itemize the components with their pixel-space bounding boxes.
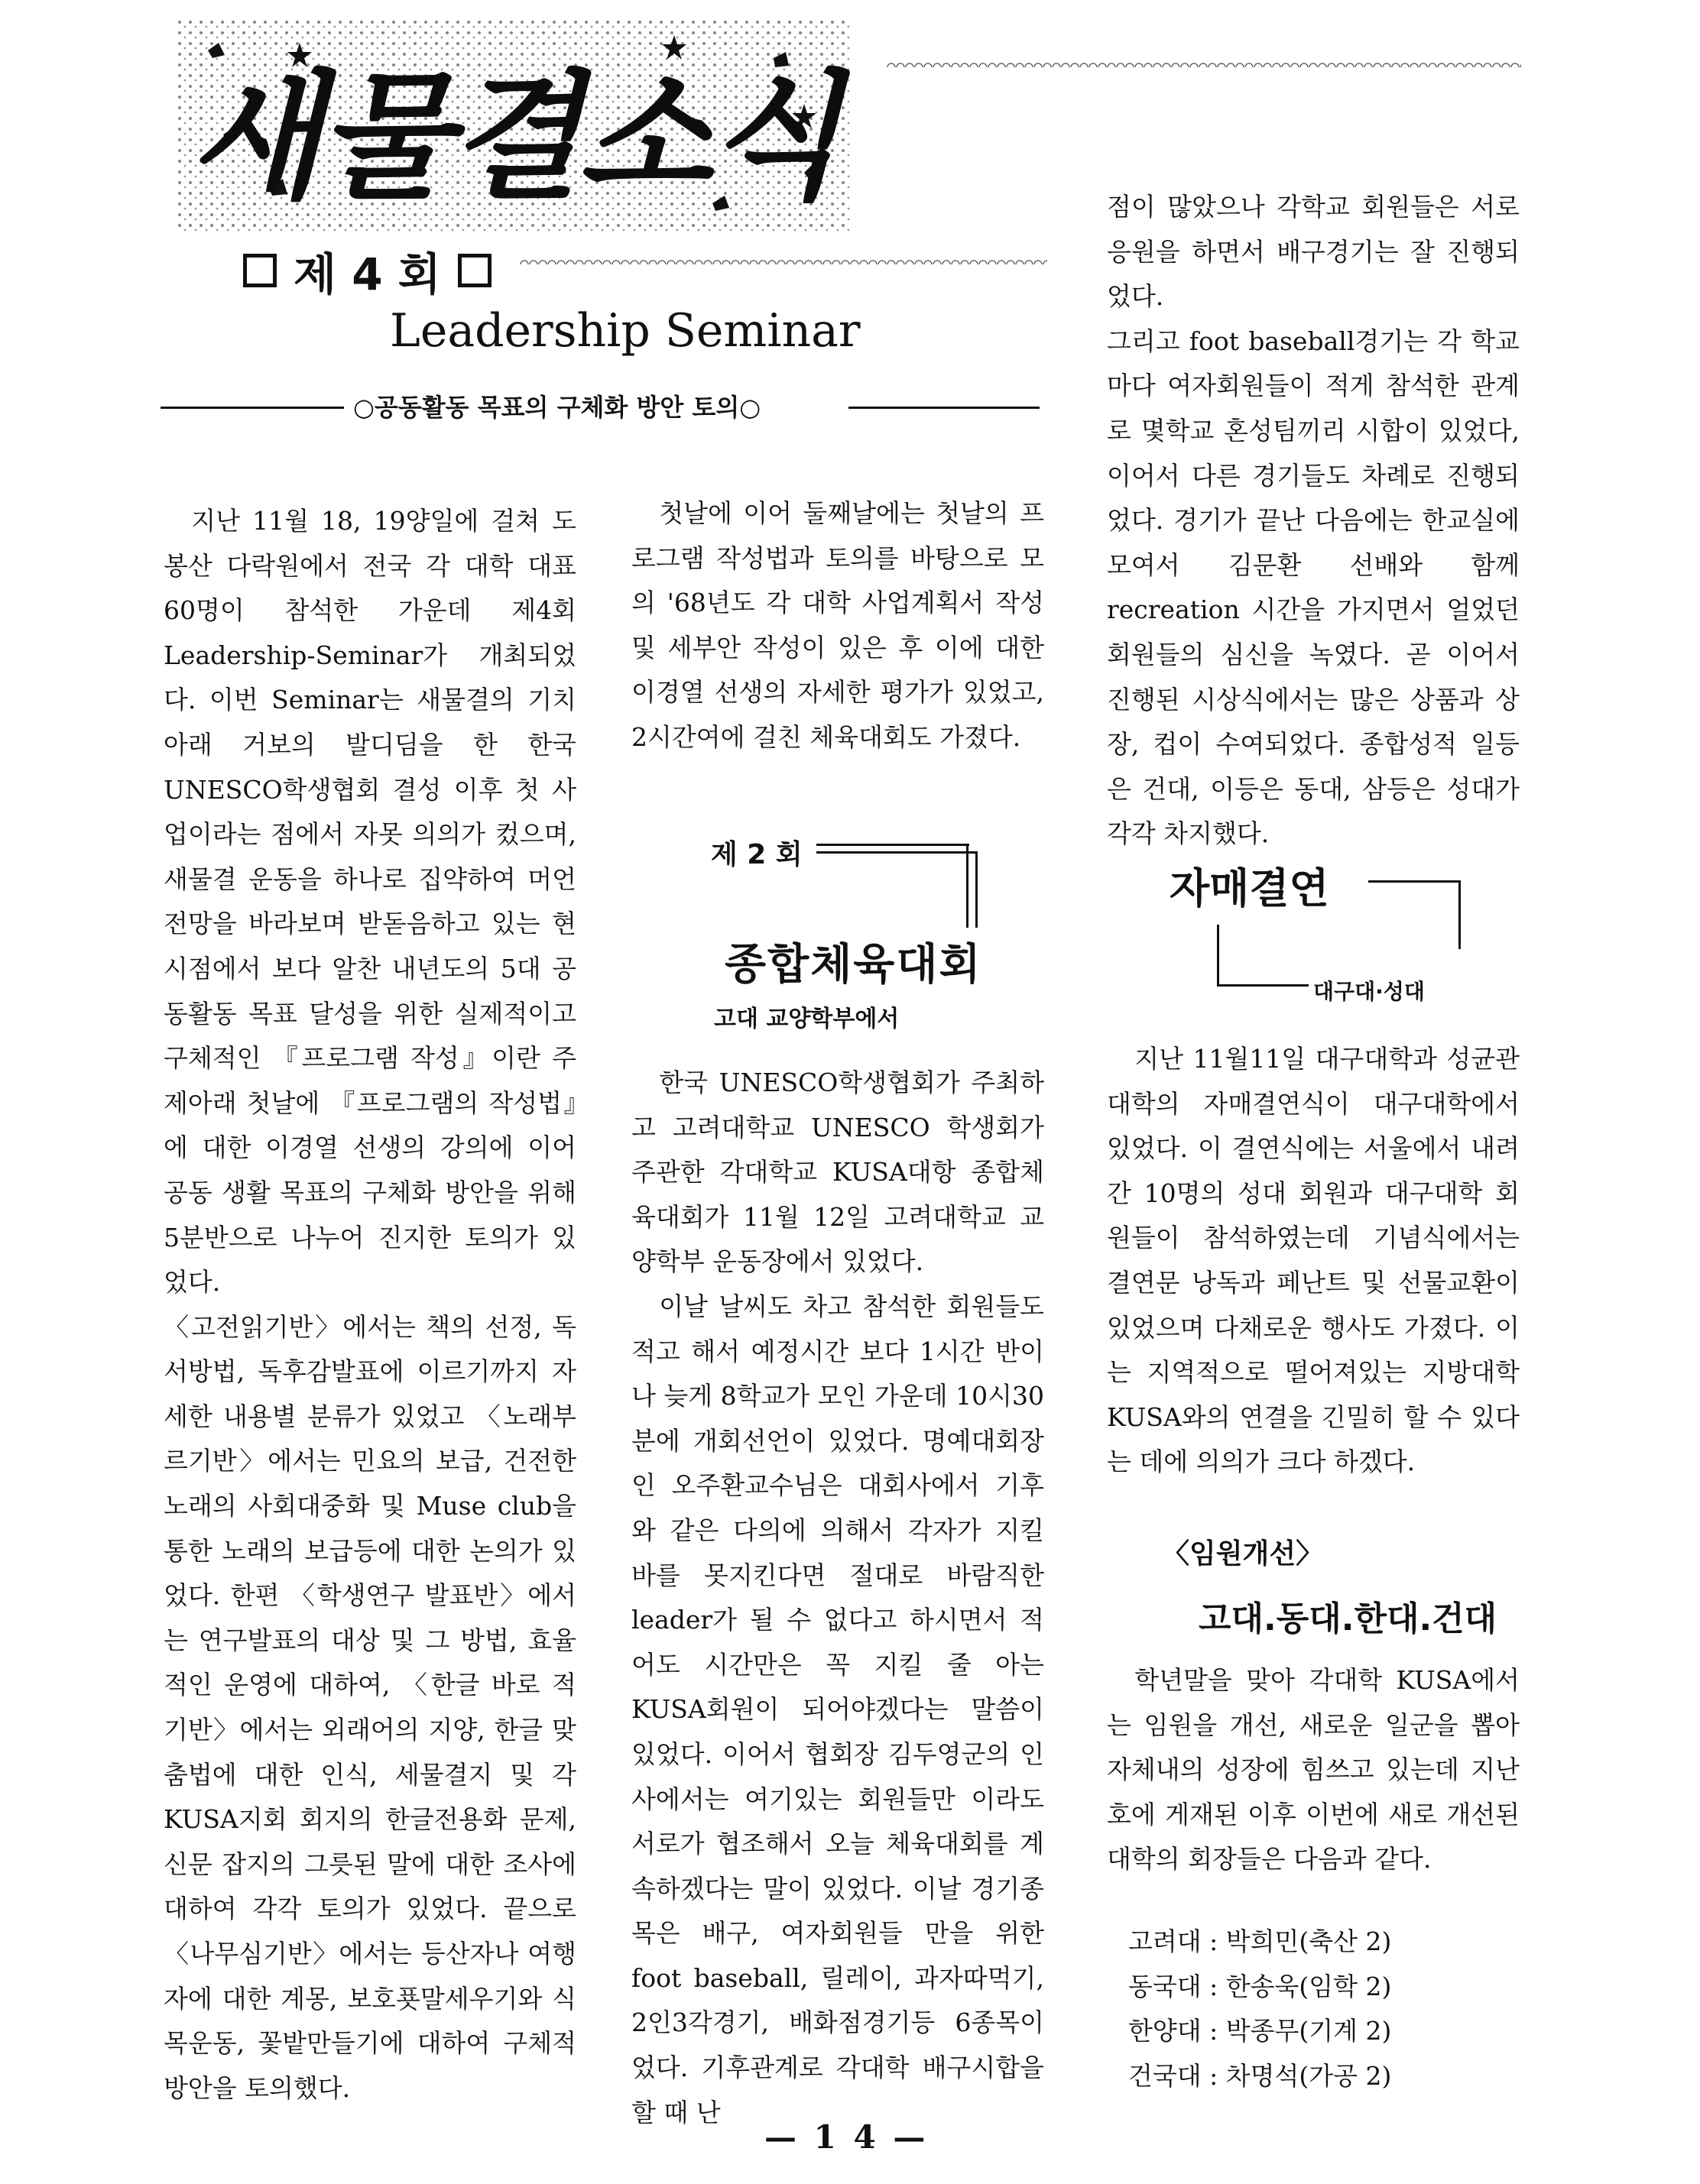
session2-rule [966,844,968,928]
seminar-article-col2 [631,491,1044,760]
article-paragraph: 한국 UNESCO학생협회가 주최하고 고려대학교 UNESCO 학생회가 주관한 각대학교 KUSA대항 종합체육대회가 11월 12일 고려대학교 교양학부 운동장에서 있었다. [631,1068,1044,1277]
session2-title: 종합체육대회 [725,940,982,990]
session4-label-text: 제 4 회 [294,248,441,300]
sister-rule [1217,925,1219,986]
square-icon [243,254,277,287]
session4-label [243,238,492,303]
session2-rule [975,851,978,928]
sports-article-col2 [631,1061,1044,2135]
list-item: 동국대 : 한송욱(임학 2) [1128,1971,1392,2001]
session2-subtitle: 고대 교양학부에서 [714,1006,900,1032]
subtitle-rule-left [161,407,344,409]
article-paragraph: 이날 날씨도 차고 참석한 회원들도 적고 해서 예정시간 보다 1시간 반이나 늦게 8학교가 모인 가운데 10시30분에 개회선언이 있었다. 명예대회장인 오주환교수님은 대회사에서 기후와 같은 다의에 의해서 각자가 지킬 바를 못지킨다면 절대로 바람직한 leader가 될 수 없다고 하시면서 적어도 시간만은 꼭 지킬 줄 아는 KUSA회원이 되어야겠다는 말씀이 있었다. 이어서 협회장 김두영군의 인사에서는 여기있는 회원들만 이라도 서로가 협조해서 오늘 체육대회를 계속하겠다는 말이 있었다. 이날 경기종목은 배구, 여자회원들 만을 위한 foot baseball, 릴레이, 과자따먹기, 2인3각경기, 배화점경기등 6종목이었다. 기후관계로 각대학 배구시합을 할 때 난 [631,1291,1044,2127]
masthead-wavy-rule [887,60,1521,70]
officers-list [1128,1920,1526,2098]
masthead-title: 새물결소식 [189,58,839,218]
sister-rule [1458,880,1461,949]
sister-rule [1217,984,1309,987]
officers-title: 고대.동대.한대.건대 [1199,1599,1497,1638]
seminar-article-col1 [164,499,576,2111]
article-paragraph: 학년말을 맞아 각대학 KUSA에서는 임원을 개선, 새로운 일군을 뽑아 자체내의 성장에 힘쓰고 있는데 지난호에 게재된 이후 이번에 새로 개선된 대학의 회장들은 다음과 같다. [1107,1665,1520,1875]
session2-label: 제 2 회 [711,839,803,870]
article-paragraph: 첫날에 이어 둘째날에는 첫날의 프로그램 작성법과 토의를 바탕으로 모의 '68년도 각 대학 사업계획서 작성및 세부안 작성이 있은 후 이에 대한 이경열 선생의 자세한 평가가 있었고, 2시간여에 걸친 체육대회도 가졌다. [631,498,1044,752]
session4-wavy-rule [520,257,1047,267]
sister-article [1107,1037,1520,1485]
masthead [177,20,850,232]
sister-rule [1368,880,1460,883]
square-icon [458,254,492,287]
seminar-subtitle-row [161,388,1040,426]
officers-article [1107,1658,1520,1882]
list-item: 고려대 : 박희민(축산 2) [1128,1926,1392,1956]
list-item: 건국대 : 차명석(가공 2) [1128,2060,1392,2091]
seminar-subtitle: ○공동활동 목표의 구체화 방안 토의○ [353,393,761,422]
sports-article-col3 [1107,185,1520,857]
article-paragraph: 지난 11월11일 대구대학과 성균관대학의 자매결연식이 대구대학에서 있었다. 이 결연식에는 서울에서 내려간 10명의 성대 회원과 대구대학 회원들이 참석하였는데 기념식에서는 결연문 낭독과 페난트 및 선물교환이 있었으며 다채로운 행사도 가졌다. 이는 지역적으로 떨어져있는 지방대학 KUSA와의 연결을 긴밀히 할 수 있다는 데에 의의가 크다 하겠다. [1107,1044,1520,1477]
article-paragraph: 〈고전읽기반〉에서는 책의 선정, 독서방법, 독후감발표에 이르기까지 자세한 내용별 분류가 있었고 〈노래부르기반〉에서는 민요의 보급, 건전한 노래의 사회대중화 및 Muse club을 통한 노래의 보급등에 대한 논의가 있었다. 한편 〈학생연구 발표반〉에서는 연구발표의 대상 및 그 방법, 효율적인 운영에 대하여, 〈한글 바로 적기반〉에서는 외래어의 지양, 한글 맞춤법에 대한 인식, 세물결지 및 각 KUSA지회 회지의 한글전용화 문제, 신문 잡지의 그릇된 말에 대한 조사에 대하여 각각 토의가 있었다. 끝으로 〈나무심기반〉에서는 등산자나 여행자에 대한 계몽, 보호푯말세우기와 식목운동, 꽃밭만들기에 대하여 구체적 방안을 토의했다. [164,1311,576,2103]
sister-title: 자매결연 [1170,864,1329,912]
subtitle-rule-right [848,407,1040,409]
article-paragraph: 그리고 foot baseball경기는 각 학교마다 여자회원들이 적게 참석한 관계로 몇학교 혼성팀끼리 시합이 있었다, 이어서 다른 경기들도 차례로 진행되었다. 경기가 끝난 다음에는 한교실에 모여서 김문환 선배와 함께 recreation 시간을 가지면서 얼었던 회원들의 심신을 녹였다. 곧 이어서 진행된 시상식에서는 많은 상품과 상장, 컵이 수여되었다. 종합성적 일등은 건대, 이등은 동대, 삼등은 성대가 각각 차지했다. [1107,326,1520,849]
sister-subtitle: 대구대·성대 [1313,979,1425,1004]
article-paragraph: 점이 많았으나 각학교 회원들은 서로 응원을 하면서 배구경기는 잘 진행되었다. [1107,192,1520,312]
session2-rule [816,844,969,846]
session2-rule [816,851,977,854]
page-number: — 1 4 — [764,2118,929,2156]
seminar-title: Leadership Seminar [390,304,861,358]
article-paragraph: 지난 11월 18, 19양일에 걸쳐 도봉산 다락원에서 전국 각 대학 대표 60명이 참석한 가운데 제4회 Leadership-Seminar가 개최되었다. 이번 Seminar는 새물결의 기치 아래 거보의 발디딤을 한 한국 UNESCO학생협회 결성 이후 첫 사업이라는 점에서 자못 의의가 컸으며, 새물결 운동을 하나로 집약하여 머언 전망을 바라보며 받돋음하고 있는 현시점에서 보다 알찬 내년도의 5대 공동활동 목표 달성을 위한 실제적이고 구체적인 『프로그램 작성』이란 주제아래 첫날에 『프로그램의 작성법』에 대한 이경열 선생의 강의에 이어 공동 생활 목표의 구체화 방안을 위해 5분반으로 나누어 진지한 토의가 있었다. [164,506,576,1298]
list-item: 한양대 : 박종무(기계 2) [1128,2016,1392,2046]
officers-label: 〈임원개선〉 [1162,1538,1324,1570]
